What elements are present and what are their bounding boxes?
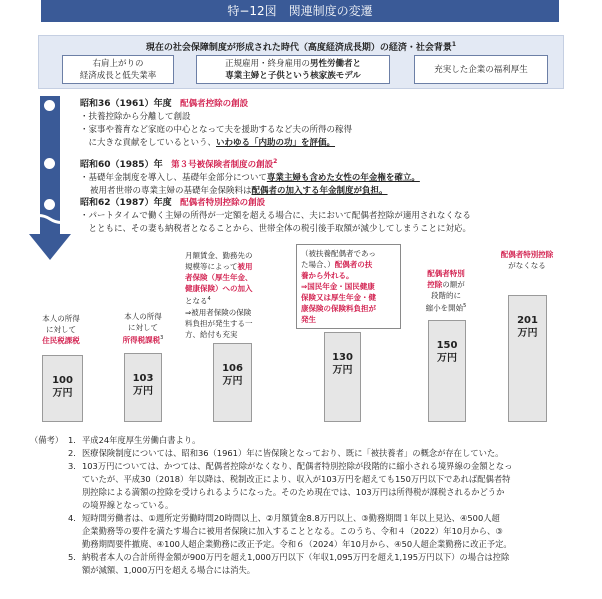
note-5: 納税者本人の合計所得金額が900万円を超え1,000万円以下（年収1,095万円を超え1,195万円以下）の場合は控除 額が減額、1,000万円を超える場合には消失。 — [82, 552, 510, 575]
threshold-bar-106: 106 万円 — [213, 343, 252, 422]
timeline-break-icon — [28, 212, 72, 226]
note-1: 平成24年度厚生労働白書より。 — [82, 435, 201, 445]
callout-100: 本人の所得 に対して 住民税課税 — [30, 313, 92, 346]
background-panel — [38, 35, 564, 89]
note-3: 103万円については、かつては、配偶者控除がなくなり、配偶者特別控除が段階的に縮小される境界線の金額となっ ていたが、平成30（2018）年以降は、税制改正により、収入が103万円を超えても150万円以下であれば配偶者特 別控除による満額の控除を受けられるようになった。そのため現在では、103万円は所得税が課税されるかどうか の境界線となっている。 — [82, 461, 513, 510]
threshold-bar-100: 100 万円 — [42, 355, 83, 422]
timeline-arrow-head — [29, 234, 71, 260]
note-2: 医療保険制度については、昭和36（1961）年に皆保険となっており、既に「被扶養者」の概念が存在していた。 — [82, 448, 504, 458]
threshold-bar-150: 150 万円 — [428, 320, 466, 422]
background-item-family-model: 正規雇用・終身雇用の男性労働者と 専業主婦と子供という核家族モデル — [196, 55, 390, 84]
callout-106: 月額賃金、勤務先の 規模等によって被用 者保険（厚生年金、 健康保険）への加入 となる$^4$ ⇒被用者保険の保険 料負担が発生する一 方、給付も充実 — [185, 250, 280, 340]
callout-201: 配偶者特別控除 がなくなる — [491, 249, 563, 271]
timeline-dot-1987 — [44, 199, 55, 210]
notes-section: （備考） 1. 平成24年度厚生労働白書より。 2. 医療保険制度については、昭和36（1961）年に皆保険となっており、既に「被扶養者」の概念が存在していた。 3. 103万円については、かつては、配偶者控除がなくなり、配偶者特別控除が段階的に縮小される境界線の金額となっ ていたが、平成30（2018）年以降は、税制改正により、収入が103万円を超えても150万円以下であれば配偶者特 別控除による満額の控除を受けられるようになった。そのため現在では、103万円は所得税が課税されるかどうか の境界線となっている。 4. 短時間労働者は、①週所定労働時間20時間以上、②月額賃金8.8万円以上、③勤務期間１年以上見込、④500人超 企業勤務等の要件を満たす場合に被用者保険に加入することとなる。このうち、令和４（2022）年10月から、③ 勤務期間要件撤廃、④100人超企業勤務に改正予定。令和６（2024）年10月から、④50人超企業勤務に改正予定。 5. 納税者本人の合計所得金額が900万円を超え1,000万円以下（年収1,095万円を超え1,195万円以下）の場合は控除 額が減額、1,000万円を超える場合には消失。 — [30, 434, 590, 577]
background-heading: 現在の社会保障制度が形成された時代（高度経済成長期）の経済・社会背景$^1$ — [145, 41, 457, 53]
threshold-bar-130: 130 万円 — [324, 332, 361, 422]
threshold-bar-201: 201 万円 — [508, 295, 547, 422]
timeline-dot-1985 — [44, 158, 55, 169]
callout-130: （被扶養配偶者であっ た場合、）配偶者の扶 養から外れる。 ⇒国民年金・国民健康 保険又は厚生年金・健 康保険の保険料負担が 発生 — [296, 244, 401, 329]
background-item-welfare: 充実した企業の福利厚生 — [414, 55, 548, 84]
callout-103: 本人の所得 に対して 所得税課税$^3$ — [108, 311, 178, 346]
notes-heading: （備考） — [30, 435, 64, 445]
era-1987: 昭和62（1987）年度 配偶者特別控除の創設 ・パートタイムで働く主婦の所得が一定額を超える場合に、夫において配偶者控除が適用されなくなる とともに、その妻も納税者となることから、世帯全体の税引後手取額が減少してしまうことに対応。 — [80, 198, 472, 234]
background-item-growth: 右肩上がりの 経済成長と低失業率 — [62, 55, 174, 84]
era-1961: 昭和36（1961）年度 配偶者控除の創設 ・扶養控除から分離して創設 ・家事や養育など家庭の中心となって夫を援助するなど夫の所得の稼得 に大きな貢献をしているという、いわゆる「内助の功」を評価。 — [80, 99, 353, 148]
era-1985: 昭和60（1985）年 第３号被保険者制度の創設$^2$ ・基礎年金制度を導入し、基礎年金部分について専業主婦も含めた女性の年金権を確立。 被用者世帯の専業主婦の基礎年金保険料は配偶者の加入する年金制度が負担。 — [80, 158, 420, 196]
callout-150: 配偶者特別 控除の額が 段階的に 縮小を開始$^5$ — [412, 268, 480, 314]
note-4: 短時間労働者は、①週所定労働時間20時間以上、②月額賃金8.8万円以上、③勤務期間１年以上見込、④500人超 企業勤務等の要件を満たす場合に被用者保険に加入することとなる。このうち、令和４（2022）年10月から、③ 勤務期間要件撤廃、④100人超企業勤務に改正予定。令和６（2024）年10月から、④50人超企業勤務に改正予定。 — [82, 513, 512, 549]
figure-title: 特−12図 関連制度の変遷 — [41, 0, 559, 22]
threshold-bar-103: 103 万円 — [124, 353, 162, 422]
timeline-dot-1961 — [44, 100, 55, 111]
